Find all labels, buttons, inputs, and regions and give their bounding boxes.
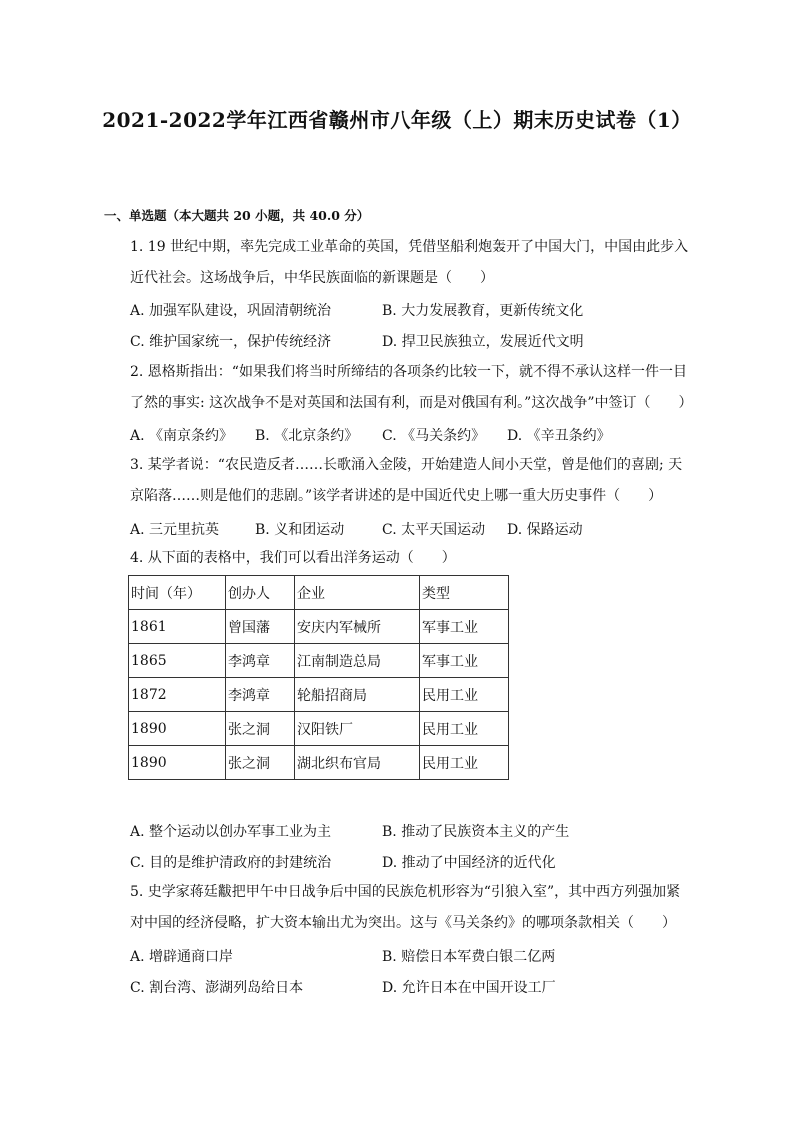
option-b: B. 赔偿日本军费白银二亿两 [382,949,556,965]
table-cell: 张之洞 [226,712,295,746]
question-3-line2: 京陷落……则是他们的悲剧。”该学者讲述的是中国近代史上哪一重大历史事件（ ） [130,488,663,504]
table-cell: 轮船招商局 [295,678,420,712]
option-c: C. 维护国家统一，保护传统经济 [130,334,332,350]
option-c: C. 割台湾、澎湖列岛给日本 [130,980,304,996]
table-cell: 1865 [129,644,226,678]
option-b: B. 《北京条约》 [255,428,359,444]
table-cell: 民用工业 [420,712,509,746]
question-5 [130,877,690,939]
question-3 [130,450,690,512]
table-cell: 1890 [129,712,226,746]
section-heading: 一、单选题（本大题共 20 小题，共 40.0 分） [104,208,370,223]
table-cell: 军事工业 [420,610,509,644]
table-cell: 1861 [129,610,226,644]
table-cell: 曾国藩 [226,610,295,644]
question-4-line1: 4. 从下面的表格中，我们可以看出洋务运动（ ） [130,550,456,566]
table-row [129,610,509,644]
option-b: B. 推动了民族资本主义的产生 [382,824,570,840]
table-cell: 湖北织布官局 [295,746,420,780]
table-cell: 军事工业 [420,644,509,678]
option-a: A. 整个运动以创办军事工业为主 [130,824,332,840]
question-4 [130,543,690,574]
table-cell: 李鸿章 [226,644,295,678]
table-cell: 1890 [129,746,226,780]
option-a: A. 《南京条约》 [130,428,234,444]
table-header-row [129,576,509,610]
table-header-cell: 企业 [295,576,420,610]
table-cell: 张之洞 [226,746,295,780]
option-c: C. 太平天国运动 [382,522,486,538]
question-3-line1: 3. 某学者说：“农民造反者……长歌涌入金陵，开始建造人间小天堂，曾是他们的喜剧; 天 [130,457,683,473]
option-b: B. 大力发展教育，更新传统文化 [382,303,584,319]
question-2 [130,357,693,419]
option-d: D. 推动了中国经济的近代化 [382,855,556,871]
table-header-cell: 时间（年） [129,576,226,610]
table-header-cell: 类型 [420,576,509,610]
option-d: D. 保路运动 [507,522,583,538]
table-row [129,644,509,678]
table-cell: 安庆内军械所 [295,610,420,644]
question-5-line2: 对中国的经济侵略，扩大资本输出尤为突出。这与《马关条约》的哪项条款相关（ ） [130,915,676,931]
option-c: C. 目的是维护清政府的封建统治 [130,855,332,871]
option-d: D. 允许日本在中国开设工厂 [382,980,556,996]
table-header-cell: 创办人 [226,576,295,610]
table-row [129,746,509,780]
table-row [129,678,509,712]
option-a: A. 三元里抗英 [130,522,220,538]
table-cell: 民用工业 [420,746,509,780]
table-row [129,712,509,746]
question-1-line1: 1. 19 世纪中期，率先完成工业革命的英国，凭借坚船利炮轰开了中国大门，中国由此步入 [130,239,689,255]
table-cell: 1872 [129,678,226,712]
option-d: D. 捍卫民族独立，发展近代文明 [382,334,584,350]
option-a: A. 加强军队建设，巩固清朝统治 [130,303,332,319]
data-table [128,575,509,780]
table-cell: 李鸿章 [226,678,295,712]
question-2-line1: 2. 恩格斯指出：“如果我们将当时所缔结的各项条约比较一下，就不得不承认这样一件一目 [130,364,687,380]
question-5-line1: 5. 史学家蒋廷黻把甲午中日战争后中国的民族危机形容为“引狼入室”，其中西方列强加紧 [130,884,681,900]
table-cell: 汉阳铁厂 [295,712,420,746]
question-1 [130,232,690,294]
option-c: C. 《马关条约》 [382,428,486,444]
table-cell: 江南制造总局 [295,644,420,678]
option-d: D. 《辛丑条约》 [507,428,611,444]
table-cell: 民用工业 [420,678,509,712]
option-b: B. 义和团运动 [255,522,345,538]
question-1-line2: 近代社会。这场战争后，中华民族面临的新课题是（ ） [130,270,494,286]
option-a: A. 增辟通商口岸 [130,949,234,965]
page-title: 2021-2022学年江西省赣州市八年级（上）期末历史试卷（1） [102,108,692,132]
question-2-line2: 了然的事实: 这次战争不是对英国和法国有利，而是对俄国有利。”这次战争”中签订（ ） [130,395,693,411]
